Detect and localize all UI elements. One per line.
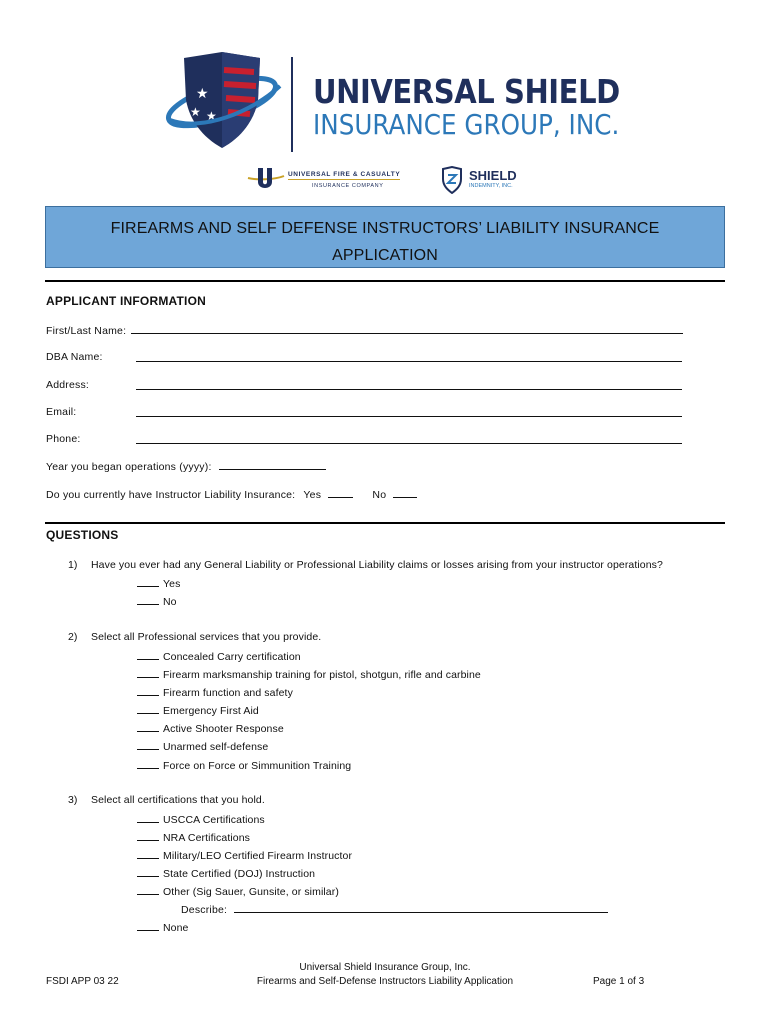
question-2-option[interactable]: Active Shooter Response <box>137 722 284 735</box>
year-field[interactable] <box>219 460 326 470</box>
section-divider <box>45 280 725 282</box>
question-3-option[interactable]: USCCA Certifications <box>137 813 265 826</box>
checkbox-blank[interactable] <box>137 740 159 750</box>
describe-row <box>181 903 608 916</box>
title-line-2: APPLICATION <box>332 247 438 264</box>
logo-divider <box>291 57 293 152</box>
checkbox-blank[interactable] <box>137 921 159 931</box>
header-logos <box>0 0 770 200</box>
questions-heading: QUESTIONS <box>46 528 119 542</box>
shield-indemnity-logo <box>440 166 517 197</box>
question-3-option[interactable]: State Certified (DOJ) Instruction <box>137 867 315 880</box>
question-3-option[interactable]: None <box>137 921 189 934</box>
checkbox-blank[interactable] <box>137 650 159 660</box>
title-banner <box>45 206 725 268</box>
checkbox-blank[interactable] <box>137 849 159 859</box>
question-3-option[interactable]: Other (Sig Sauer, Gunsite, or similar) <box>137 885 339 898</box>
insurance-question: Do you currently have Instructor Liability Insurance: <box>46 489 296 501</box>
question-2-option[interactable]: Unarmed self-defense <box>137 740 268 753</box>
email-label: Email: <box>46 406 77 418</box>
dba-name-label: DBA Name: <box>46 351 103 363</box>
insurance-row <box>46 488 417 501</box>
insurance-yes-field[interactable] <box>328 488 353 498</box>
checkbox-blank[interactable] <box>137 722 159 732</box>
sub-logo-1-name: UNIVERSAL FIRE & CASUALTY <box>288 171 401 178</box>
footer-center <box>0 961 770 989</box>
title-line-1: FIREARMS AND SELF DEFENSE INSTRUCTORS’ LIABILITY INSURANCE <box>110 220 660 237</box>
question-2-option[interactable]: Firearm marksmanship training for pistol, shotgun, rifle and carbine <box>137 668 481 681</box>
question-3-text: Select all certifications that you hold. <box>91 794 265 806</box>
describe-field[interactable] <box>234 903 608 913</box>
sub-logo-1-rule <box>288 179 400 180</box>
question-2-option[interactable]: Firearm function and safety <box>137 686 293 699</box>
phone-label: Phone: <box>46 433 81 445</box>
universal-fire-casualty-logo <box>246 166 401 197</box>
first-last-name-field[interactable] <box>131 324 683 334</box>
question-2-text: Select all Professional services that you provide. <box>91 631 322 643</box>
brand-name: UNIVERSAL SHIELD <box>313 72 620 111</box>
checkbox-blank[interactable] <box>137 867 159 877</box>
question-2-number: 2) <box>68 631 78 643</box>
checkbox-blank[interactable] <box>137 577 159 587</box>
checkbox-blank[interactable] <box>137 668 159 678</box>
insurance-no-field[interactable] <box>393 488 417 498</box>
applicant-heading: APPLICANT INFORMATION <box>46 294 206 308</box>
question-3-number: 3) <box>68 794 78 806</box>
question-1-option[interactable]: No <box>137 595 177 608</box>
svg-text:★: ★ <box>196 86 209 102</box>
sub-logo-2-name: SHIELD <box>469 168 517 183</box>
insurance-no-label: No <box>372 489 387 501</box>
question-1-option[interactable]: Yes <box>137 577 180 590</box>
address-field[interactable] <box>136 380 682 390</box>
checkbox-blank[interactable] <box>137 595 159 605</box>
checkbox-blank[interactable] <box>137 686 159 696</box>
checkbox-blank[interactable] <box>137 704 159 714</box>
footer-company: Universal Shield Insurance Group, Inc. <box>299 962 471 973</box>
question-1-text: Have you ever had any General Liability or Professional Liability claims or losses arising from your instructor operations? <box>91 559 663 571</box>
shield-emblem-icon <box>440 166 464 194</box>
page-number: Page 1 of 3 <box>593 976 645 987</box>
footer-doc-title: Firearms and Self-Defense Instructors Liability Application <box>256 976 514 987</box>
phone-field[interactable] <box>136 434 682 444</box>
question-2-option[interactable]: Concealed Carry certification <box>137 650 301 663</box>
sub-logo-2-subname: INDEMNITY, INC. <box>469 183 513 189</box>
checkbox-blank[interactable] <box>137 885 159 895</box>
svg-text:★: ★ <box>206 109 217 123</box>
first-last-name-row <box>46 324 683 337</box>
email-field[interactable] <box>136 407 682 417</box>
question-3-option[interactable]: Military/LEO Certified Firearm Instructor <box>137 849 352 862</box>
checkbox-blank[interactable] <box>137 813 159 823</box>
dba-name-field[interactable] <box>136 352 682 362</box>
address-label: Address: <box>46 379 90 391</box>
form-id: FSDI APP 03 22 <box>46 976 119 987</box>
year-row <box>46 460 326 473</box>
question-2-option[interactable]: Emergency First Aid <box>137 704 259 717</box>
checkbox-blank[interactable] <box>137 759 159 769</box>
svg-text:★: ★ <box>190 105 201 119</box>
question-3-option[interactable]: NRA Certifications <box>137 831 250 844</box>
question-1-number: 1) <box>68 559 78 571</box>
first-last-name-label: First/Last Name: <box>46 325 127 337</box>
describe-label: Describe: <box>181 904 228 916</box>
sub-logo-1-subname: INSURANCE COMPANY <box>312 183 384 189</box>
brand-subname: INSURANCE GROUP, INC. <box>313 108 620 141</box>
year-label: Year you began operations (yyyy): <box>46 461 212 473</box>
insurance-yes-label: Yes <box>303 489 322 501</box>
checkbox-blank[interactable] <box>137 831 159 841</box>
section-divider <box>45 522 725 524</box>
u-emblem-icon <box>246 166 286 194</box>
question-2-option[interactable]: Force on Force or Simmunition Training <box>137 759 351 772</box>
shield-globe-logo-icon <box>162 50 287 150</box>
